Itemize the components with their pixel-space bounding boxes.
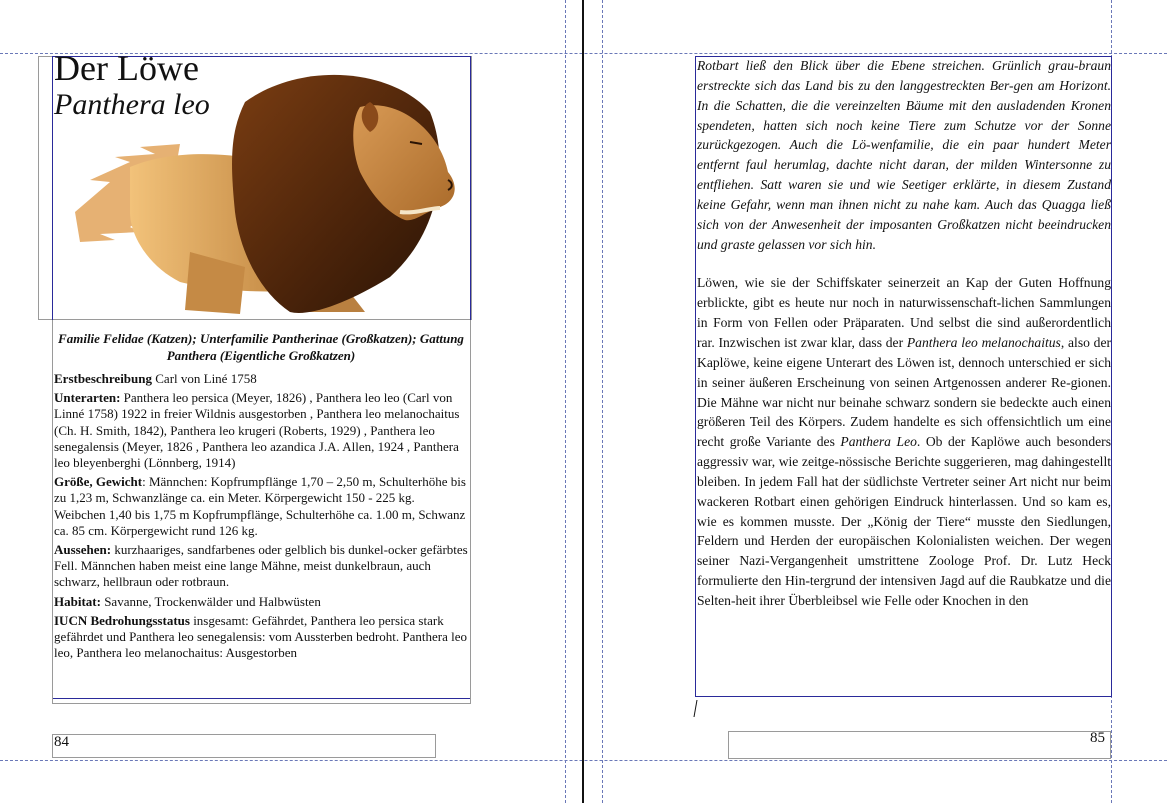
species-info [54,371,468,664]
guide-line-gutter-left [565,0,566,803]
info-first-description: Erstbeschreibung Carl von Liné 1758 [54,371,257,386]
right-footer-frame[interactable] [728,731,1111,759]
info-iucn-status: IUCN Bedrohungsstatus insgesamt: Gefährdet, Panthera leo persica stark gefährdet und Panthera leo senegalensis: vom Aussterben bedroht. Panthera leo leo, Panthera leo melanochaitus: Ausgestorben [54,612,467,661]
history-paragraph: Löwen, wie sie der Schiffskater seinerzeit an Kap der Guten Hoffnung erblickte, gibt es heute nur noch in naturwissenschaft-lichen Sammlungen in Form von Fellen oder Präparaten. Und selbst die sind außerordentlich rar. Inzwischen ist zwar klar, dass der Panthera leo melanochaitus, also der Kaplöwe, keine eigene Unterart des Löwen ist, dennoch unterschied er sich in seiner äußeren Erscheinung von seinen Artgenossen anderer Re-gionen. Die Mähne war nicht nur beinahe schwarz sondern sie bedeckte auch einen größeren Teil des Körpers. Zudem handelte es sich offensichtlich um eine recht große Variante des Panthera Leo. Ob der Kaplöwe auch besonders aggressiv war, wie zeitge-nössische Berichte suggerieren, mag dahingestellt bleiben. In jedem Fall hat der südlichste Vertreter seiner Art nicht nur beim wackeren Rotbart einen gehörigen Eindruck hinterlassen. Und so kam es, wie es kommen musste. Der „König der Tiere“ musste den Siedlungen, Feldern und Herden der europäischen Kolonialisten weichen. Der wegen seiner Nazi-Vergangenheit umstrittene Zoologe Prof. Dr. Lutz Heck formulierte den Hin-tergrund der intensiven Jagd auf die Raubkatze und die Selten-heit ihrer Überbleibsel wie Felle oder Knochen in den [697,275,1112,608]
info-size-weight: Größe, Gewicht: Männchen: Kopfrumpflänge 1,70 – 2,50 m, Schulterhöhe bis zu 1,23 m, Schwanzlänge ca. ein Meter. Körpergewicht 150 - 225 kg. Weibchen 1,40 bis 1,75 m Kopfrumpflänge, Schulterhöhe ca. 1.00 m, Schwanz ca. 85 cm. Körpergewicht rund 126 kg. [54,474,466,538]
right-body-text [697,56,1111,611]
guide-line-gutter-right [602,0,603,803]
page-number-right: 85 [1090,730,1105,746]
text-cursor [694,700,698,717]
page-subtitle: Panthera leo [54,88,210,121]
page-spine [582,0,584,803]
info-appearance: Aussehen: kurzhaariges, sandfarbenes oder gelblich bis dunkel-ocker gefärbtes Fell. Männchen haben meist eine lange Mähne, meist dunkelbraun, auch schwarz, hellbraun oder rotbraun. [54,542,468,590]
info-subspecies: Unterarten: Panthera leo persica (Meyer, 1826) , Panthera leo leo (Carl von Linné 1758) 1922 in freier Wildnis ausgestorben , Panthera leo melanochaitus (Ch. H. Smith, 1842), Panthera leo krugeri (Roberts, 1929) , Panthera leo senegalensis (Meyer, 1826 , Panthera leo azandica J.A. Allen, 1924 , Panthera leo bleyenberghi (Lönnberg, 1914) [54,390,460,471]
story-paragraph: Rotbart ließ den Blick über die Ebene streichen. Grünlich grau-braun erstreckte sich das Land bis zu den langgestreckten Ber-gen am Horizont. In die Schatten, die die vereinzelten Bäume mit den ausladenden Kronen spendeten, hatten sich noch keine Tiere zum Schutze vor der Sonne zurückgezogen. Auch die Lö-wenfamilie, die ein paar hundert Meter entfernt faul herumlag, dachte nicht daran, der milden Wintersonne zu entfliehen. Satt waren sie und wie Seetiger erklärte, in diesem Zustand keine Gefahr, wenn man ihnen nicht zu nahe kam. Auch das Quagga ließ sich von der Anwesenheit der imposanten Großkatzen nicht beeindrucken und graste gelassen vor sich hin. [697,58,1111,252]
paragraph-gap [697,254,1111,273]
info-habitat: Habitat: Savanne, Trockenwälder und Halbwüsten [54,593,321,609]
page-title: Der Löwe [54,48,199,88]
page-number-left: 84 [54,734,69,750]
family-caption: Familie Felidae (Katzen); Unterfamilie Pantherinae (Großkatzen); Gattung Panthera (Eigentliche Großkatzen) [58,331,464,363]
left-footer-frame[interactable] [52,734,436,758]
